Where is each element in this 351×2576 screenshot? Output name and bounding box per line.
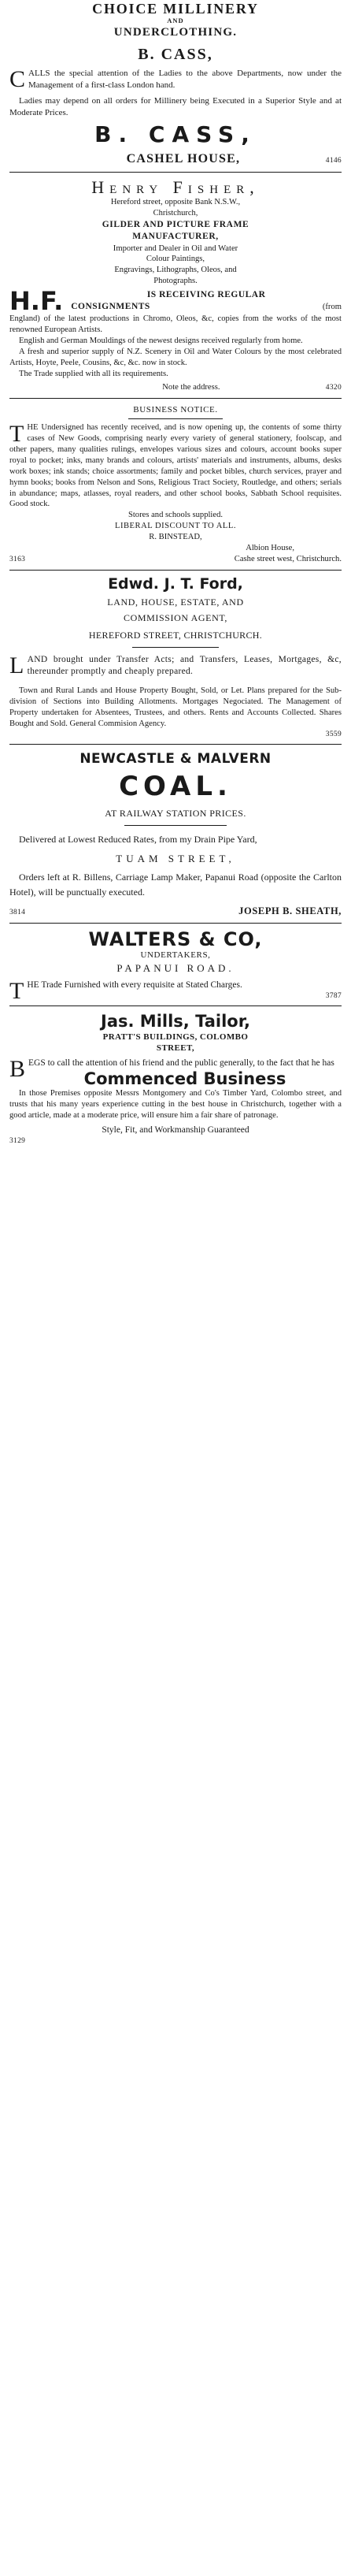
mills-style: Style, Fit, and Workmanship Guaranteed (102, 1124, 249, 1135)
ford-paragraph-1: LAND brought under Transfer Acts; and Transfers, Leases, Mortgages, &c, thereunder promptly and cheaply prepared. (9, 652, 342, 678)
walters-name: WALTERS & CO, (88, 927, 263, 950)
fisher-address-1: Hereford street, opposite Bank N.S.W., (110, 198, 241, 207)
mills-ad-number: 3129 (9, 1137, 26, 1145)
fisher-trade-2: MANUFACTURER, (132, 232, 219, 242)
ford-line-1: LAND, HOUSE, ESTATE, AND (107, 597, 244, 608)
binstead-advertisement (9, 404, 342, 565)
fisher-receiving-1: IS RECEIVING REGULAR (146, 290, 266, 300)
binstead-heading-rule (128, 418, 223, 419)
fisher-trade-1: GILDER AND PICTURE FRAME (102, 220, 249, 230)
fisher-fresh: A fresh and superior supply of N.Z. Scenery in Oil and Water Colours by the most celebrated Artists, Hoyte, Peele, Cousins, &c, &c. now in stock. (9, 348, 342, 368)
ford-line-2: COMMISSION AGENT, (124, 611, 227, 623)
mills-body: BEGS to call the attention of his friend and the public generally, to the fact that he has (9, 1055, 334, 1082)
binstead-ad-number: 3163 (9, 556, 26, 564)
ford-ad-number: 3559 (325, 730, 342, 738)
binstead-body: THE Undersigned has recently received, and is now opening up, the contents of some thirty cases of New Goods, comprising nearly every variety of general stationery, foolscap, and other papers, many qualities rulings, envelopes various sizes and colours, account books super royal to pocket; inks, many brands and colours, artists' materials and instruments, albums, desks work boxes; ink stands; choice assortments; family and pocket bibles, church services, prayer and hymn books; books from Nelson and Sons, Religious Tract Society, Routledge, and others; serials in abundance; maps, atlasses, royal readers, and other school books, Sabbath School requisites. Good stock. (9, 420, 342, 509)
binstead-name: R. BINSTEAD, (149, 533, 202, 542)
ford-heading-rule (132, 647, 219, 648)
cass-ad-number: 4146 (325, 157, 342, 165)
sheath-coal: COAL. (119, 770, 232, 802)
binstead-liberal: LIBERAL DISCOUNT TO ALL. (114, 522, 237, 531)
cass-heading-underclothing: UNDERCLOTHING. (113, 26, 238, 39)
mills-street: STREET, (156, 1043, 195, 1054)
binstead-street: Cashe street west, Christchurch. (234, 555, 342, 564)
walters-advertisement (9, 929, 342, 1002)
divider (9, 570, 342, 571)
divider (9, 398, 342, 399)
sheath-coal-wrap (9, 770, 342, 802)
ford-advertisement (9, 576, 342, 739)
fisher-ad-number: 4320 (325, 384, 342, 392)
fisher-line-1: Importer and Dealer in Oil and Water (113, 243, 238, 253)
mills-advertisement (9, 1012, 342, 1146)
mills-body-2: In those Premises opposite Messrs Montgomery and Co's Timber Yard, Colombo street, and trusts that his many years experience cutting in the best house in Christchurch, together with a good article, made at a moderate price, will ensure him a fair share of patronage. (9, 1088, 342, 1120)
sheath-rule (124, 825, 227, 826)
walters-body-row (9, 979, 342, 1002)
cass-house-row (9, 151, 342, 167)
divider (9, 1005, 342, 1006)
newspaper-column (0, 0, 351, 1148)
cass-paragraph-2: Ladies may depend on all orders for Millinery being Executed in a Superior Style and at Moderate Prices. (9, 96, 342, 117)
cass-house: CASHEL HOUSE, (126, 152, 241, 166)
fisher-receiving-2: CONSIGNMENTS (71, 302, 150, 312)
fisher-line-4: Photographs. (153, 277, 198, 286)
divider (9, 172, 342, 173)
ford-paragraph-2: Town and Rural Lands and House Property Bought, Sold, or Let. Plans prepared for the Sub-division of Sections into Building Allotments. Mortgages Negociated. The Management of Property undertaken for Absentees, Trustees, and others. Rents and Accounts Collected. Shares Bought and Sold. General Commision Agency. (9, 686, 342, 728)
sheath-delivered: Delivered at Lowest Reduced Rates, from my Drain Pipe Yard, (19, 833, 257, 845)
walters-body: THE Trade Furnished with every requisite at Stated Charges. (9, 977, 242, 1004)
binstead-house: Albion House, (246, 544, 294, 553)
fisher-address-2: Christchurch, (153, 209, 198, 218)
fisher-name: Henry Fisher, (91, 177, 260, 198)
sheath-ad-number: 3814 (9, 909, 26, 917)
mills-commenced: Commenced Business (83, 1069, 286, 1088)
sheath-orders: Orders left at R. Billens, Carriage Lamp Maker, Papanui Road (opposite the Carlton Hotel), will be punctually executed. (9, 871, 342, 898)
fisher-note: Note the address. (162, 383, 220, 392)
sheath-advertisement (9, 750, 342, 918)
walters-ad-number: 3787 (325, 991, 342, 1000)
walters-road: PAPANUI ROAD. (116, 961, 235, 974)
cass-heading-and: AND (167, 16, 184, 24)
fisher-line-3: Engravings, Lithographs, Oleos, and (114, 266, 237, 275)
sheath-tuam: TUAM STREET, (116, 852, 235, 864)
fisher-body: England) of the latest productions in Chromo, Oleos, &c, copies from the works of the most renowned European Artists. (9, 314, 342, 335)
cass-paragraph-1: CALLS the special attention of the Ladies to the above Departments, now under the Management of a first-class London hand. (9, 66, 342, 93)
ford-address: HEREFORD STREET, CHRISTCHURCH. (88, 629, 263, 641)
fisher-hf-monogram: H.F. (9, 286, 64, 317)
divider (9, 923, 342, 924)
binstead-stores: Stores and schools supplied. (127, 511, 224, 520)
ford-name: Edwd. J. T. Ford, (108, 575, 243, 593)
mills-name: Jas. Mills, Tailor, (101, 1012, 250, 1032)
fisher-hf-row (9, 286, 342, 317)
sheath-footer (9, 905, 342, 918)
binstead-footer (9, 554, 342, 565)
fisher-from: (from (322, 303, 342, 312)
cass-heading-millinery: CHOICE MILLINERY (92, 1, 259, 17)
fisher-advertisement (9, 178, 342, 393)
divider (9, 744, 342, 745)
fisher-trade-supplied: The Trade supplied with all its requirements. (19, 370, 168, 379)
sheath-prices: AT RAILWAY STATION PRICES. (105, 807, 246, 819)
fisher-footer (9, 382, 342, 393)
sheath-name: JOSEPH B. SHEATH, (238, 905, 342, 917)
cass-name: B. CASS, (138, 45, 213, 63)
mills-building: PRATT'S BUILDINGS, COLOMBO (102, 1032, 249, 1042)
fisher-line-2: Colour Paintings, (146, 255, 205, 264)
cass-big-name: B. CASS, (94, 121, 257, 148)
sheath-heading: NEWCASTLE & MALVERN (79, 751, 272, 768)
binstead-heading: BUSINESS NOTICE. (133, 405, 218, 415)
fisher-english: English and German Mouldings of the newest designs received regularly from home. (19, 336, 303, 346)
walters-trade: UNDERTAKERS, (140, 950, 211, 961)
cass-advertisement (9, 2, 342, 167)
